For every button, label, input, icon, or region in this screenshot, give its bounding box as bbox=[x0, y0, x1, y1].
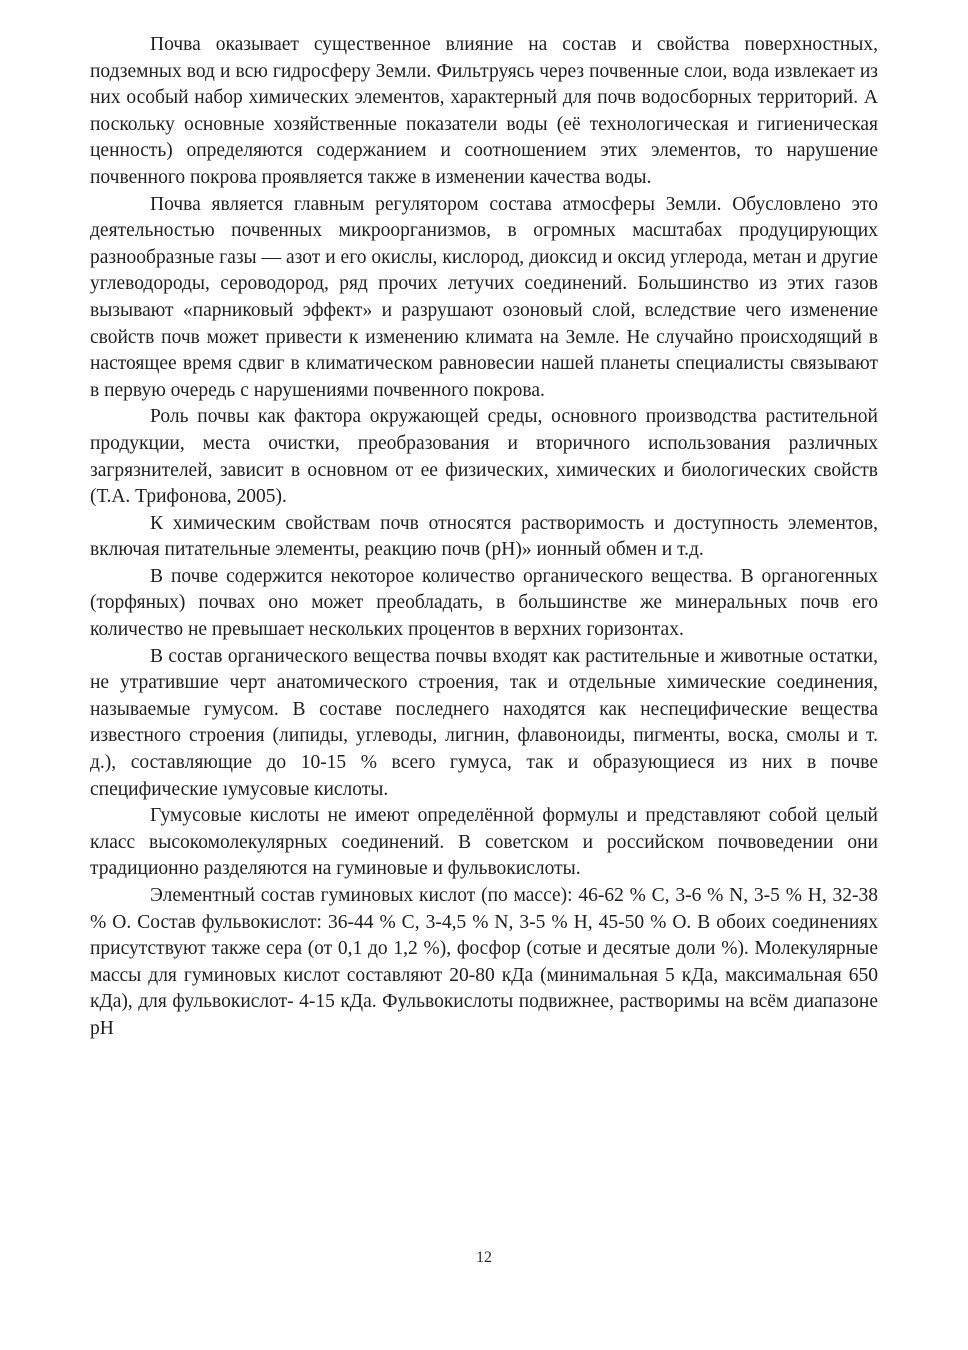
paragraph-humus-composition: В состав органического вещества почвы входят как растительные и животные остатки, не утратившие черт анатомического строения, так и отдельные химические соединения, называемые гумусом. В составе последнего находятся как неспецифические вещества известного строения (липиды, углеводы, лигнин, флавоноиды, пигменты, воска, смолы и т. д.), составляющие до 10-15 % всего гумуса, так и образующиеся из них в почве специфические ıумусовые кислоты. bbox=[90, 645, 878, 800]
paragraph-organic-matter: В почве содержится некоторое количество органического вещества. В органогенных (торфяных) почвах оно может преобладать, в большинстве же минеральных почв его количество не превышает нескольких процентов в верхних горизонтах. bbox=[90, 565, 878, 641]
paragraph-environment-role: Роль почвы как фактора окружающей среды, основного производства растительной продукции, места очистки, преобразования и вторичного использования различных загрязнителей, зависит в основном от ее физических, химических и биологических свойств (Т.А. Трифонова, 2005). bbox=[90, 406, 878, 508]
paragraph-water: Почва оказывает существенное влияние на состав и свойства поверхностных, подземных вод и всю гидросферу Земли. Фильтруясь через почвенные слои, вода извлекает из них особый набор химических элементов, характерный для почв водосборных территорий. А поскольку основные хозяйственные показатели воды (её технологическая и гигиеническая ценность) определяются содержанием и соотношением этих элементов, то нарушение почвенного покрова проявляется также в изменении качества воды. bbox=[90, 34, 878, 188]
page-body bbox=[90, 32, 878, 1043]
paragraph-elemental-composition: Элементный состав гуминовых кислот (по массе): 46-62 % С, 3-6 % N, 3-5 % Н, 32-38 % О. Состав фульвокислот: 36-44 % С, 3-4,5 % N, 3-5 % Н, 45-50 % О. В обоих соединениях присутствуют также сера (от 0,1 до 1,2 %), фосфор (сотые и десятые доли %). Молекулярные массы для гуминовых кислот составляют 20-80 кДа (минимальная 5 кДа, максимальная 650 кДа), для фульвокислот- 4-15 кДа. Фульвокислоты подвижнее, растворимы на всём диапазоне pH bbox=[90, 885, 878, 1039]
paragraph-chemical-properties: К химическим свойствам почв относятся растворимость и доступность элементов, включая питательные элементы, реакцию почв (pH)» ионный обмен и т.д. bbox=[90, 512, 878, 561]
page-number: 12 bbox=[476, 1249, 492, 1266]
paragraph-atmosphere: Почва является главным регулятором состава атмосферы Земли. Обусловлено это деятельностью почвенных микроорганизмов, в огромных масштабах продуцирующих разнообразные газы — азот и его окислы, кислород, диоксид и оксид углерода, метан и другие углеводороды, сероводород, ряд прочих летучих соединений. Большинство из этих газов вызывают «парниковый эффект» и разрушают озоновый слой, вследствие чего изменение свойств почв может привести к изменению климата на Земле. Не случайно происходящий в настоящее время сдвиг в климатическом равновесии нашей планеты специалисты связывают в первую очередь с нарушениями почвенного покрова. bbox=[90, 193, 878, 401]
paragraph-humic-acids: Гумусовые кислоты не имеют определённой формулы и представляют собой целый класс высокомолекулярных соединений. В советском и российском почвоведении они традиционно разделяются на гуминовые и фульвокислоты. bbox=[90, 805, 878, 880]
